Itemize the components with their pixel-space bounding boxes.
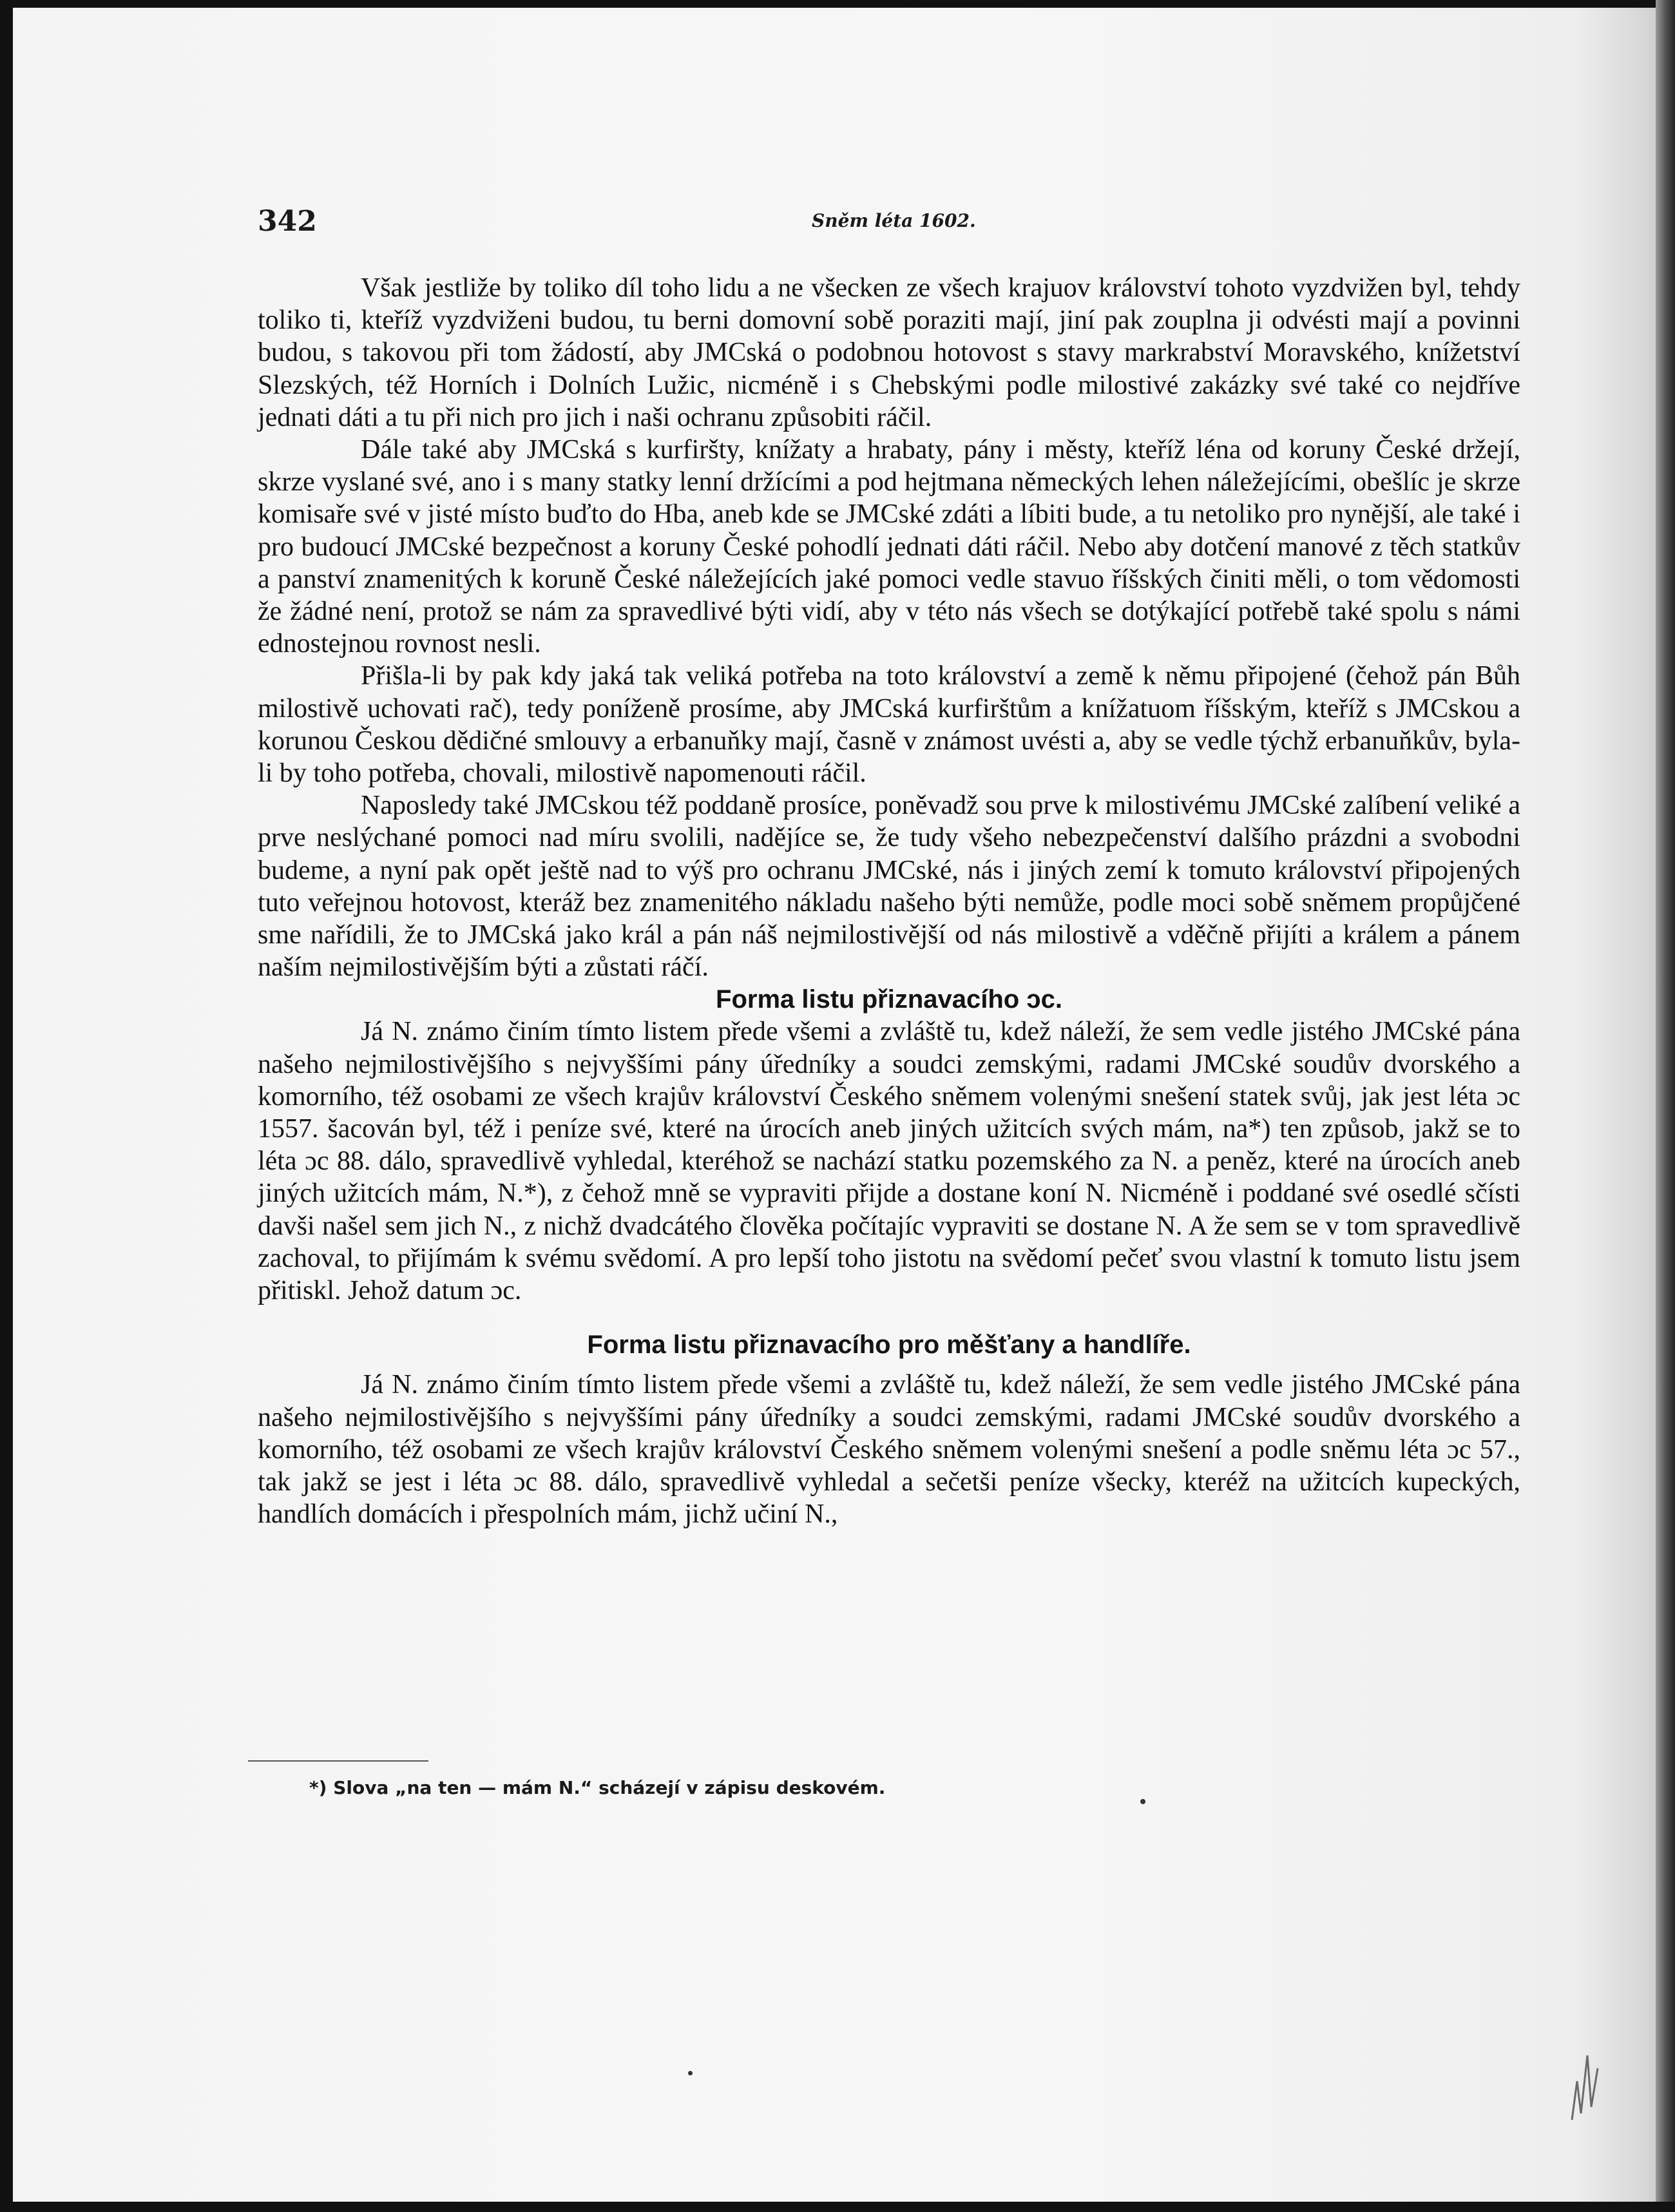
scan-border-bottom <box>0 2202 1675 2212</box>
paragraph: Já N. známo činím tímto listem přede všemi a zvláště tu, kdež náleží, že sem vedle jistého JMCské pána našeho nejmilostivějšího s nejvyššími pány úředníky a soudci zemskými, radami JMCské soudův dvorského a komorního, též osobami ze všech krajův království Českého sněmem volenými snešení statek svůj, jak jest léta ɔc 1557. šacován byl, též i peníze své, které na úrocích aneb jiných užitcích svých mám, na*) ten způsob, jakž se to léta ɔc 88. dálo, spravedlivě vyhledal, kteréhož se nachází statku pozemského za N. a peněz, které na úrocích aneb jiných užitcích mám, N.*), z čehož mně se vypraviti přijde a dostane koní N. Nicméně i poddané své osedlé sčísti davši našel sem jich N., z nichž dvadcátého člověka počítajíc vypraviti se dostane N. A že sem se v tom spravedlivě zachoval, to přijímám k svému svědomí. A pro lepší toho jistotu na svědomí pečeť svou vlastní k tomuto listu jsem přitiskl. Jehož datum ɔc. <box>258 1017 1520 1306</box>
section-heading: Forma listu přiznavacího pro měšťany a handlíře. <box>587 1331 1191 1360</box>
body-text <box>258 272 1520 1530</box>
pencil-mark-icon <box>1559 2043 1611 2126</box>
paragraph: Já N. známo činím tímto listem přede všemi a zvláště tu, kdež náleží, že sem vedle jistého JMCské pána našeho nejmilostivějšího s nejvyššími pány úředníky a soudci zemskými, radami JMCské soudův dvorského a komorního, též osobami ze všech krajův království Českého sněmem volenými snešení a podle sněmu léta ɔc 57., tak jakž se jest i léta ɔc 88. dálo, spravedlivě vyhledal a sečetši peníze všecky, kteréž na užitcích kupeckých, handlích domácích i přespolních mám, jichž učiní N., <box>258 1370 1520 1530</box>
page-header <box>258 205 1520 244</box>
paragraph: Však jestliže by toliko díl toho lidu a ne všecken ze všech krajuov království tohoto vyzdvižen byl, tehdy toliko ti, kteříž vyzdviženi budou, tu berni domovní sobě poraziti mají, jiní pak zouplna ji odvésti mají a povinni budou, s takovou při tom žádostí, aby JMCská o podobnou hotovost s stavy markrabství Moravského, knížetství Slezských, též Horních i Dolních Lužic, nicméně i s Chebskými podle milostivé zakázky své také co nejdříve jednati dáti a tu při nich pro jich i naši ochranu způsobiti ráčil. <box>258 273 1520 432</box>
paragraph: Naposledy také JMCskou též poddaně prosíce, poněvadž sou prve k milostivému JMCské zalíbení veliké a prve neslýchané pomoci nad míru svolili, nadějíce se, že tudy všeho nebezpečenství dalšího prázdni a svobodni budeme, a nyní pak opět ještě nad to výš pro ochranu JMCské, nás i jiných zemí k tomuto království připojených tuto veřejnou hotovost, kteráž bez znamenitého nákladu našeho býti nemůže, podle moci sobě sněmem propůjčené sme nařídili, že to JMCská jako král a pán náš nejmilostivější od nás milostivě a vděčně přijíti a králem a pánem naším nejmilostivějším býti a zůstati ráčí. <box>258 791 1520 983</box>
scan-speck <box>1140 1799 1145 1804</box>
section-heading: Forma listu přiznavacího ɔc. <box>716 985 1062 1014</box>
running-title: Sněm léta 1602. <box>812 210 976 231</box>
scan-border-right <box>1656 0 1675 2212</box>
paragraph: Přišla-li by pak kdy jaká tak veliká potřeba na toto království a země k němu připojené (čehož pán Bůh milostivě uchovati rač), tedy poníženě prosíme, aby JMCská kurfirštům a knížatuom říšským, kteříž s JMCskou a korunou Českou dědičné smlouvy a erbanuňky mají, časně v známost uvésti a, aby se vedle týchž erbanuňkův, byla-li by toho potřeba, chovali, milostivě napomenouti ráčil. <box>258 661 1520 789</box>
scan-border-left <box>0 0 13 2212</box>
footnote-rule <box>248 1760 428 1762</box>
scan-speck <box>688 2071 693 2075</box>
page-number: 342 <box>258 205 317 238</box>
scan-border-top <box>0 0 1675 8</box>
footnote: *) Slova „na ten — mám N.“ scházejí v zápisu deskovém. <box>309 1777 886 1798</box>
paragraph: Dále také aby JMCská s kurfiršty, knížaty a hrabaty, pány i městy, kteříž léna od koruny České držejí, skrze vyslané své, ano i s many statky lenní držícími a pod hejtmana německých lehen náležejícími, obešlíc je skrze komisaře své v jisté místo buďto do Hba, aneb kde se JMCské zdáti a líbiti bude, a tu netoliko pro nynější, ale také i pro budoucí JMCské bezpečnost a koruny České pohodlí jednati dáti ráčil. Nebo aby dotčení manové z těch statkův a panství znamenitých k koruně České náležejících jaké pomoci vedle stavuo říšských činiti měli, o tom vědomosti že žádné není, protož se nám za spravedlivé býti vidí, aby v této nás všech se dotýkající potřebě také spolu s námi ednostejnou rovnost nesli. <box>258 435 1520 659</box>
